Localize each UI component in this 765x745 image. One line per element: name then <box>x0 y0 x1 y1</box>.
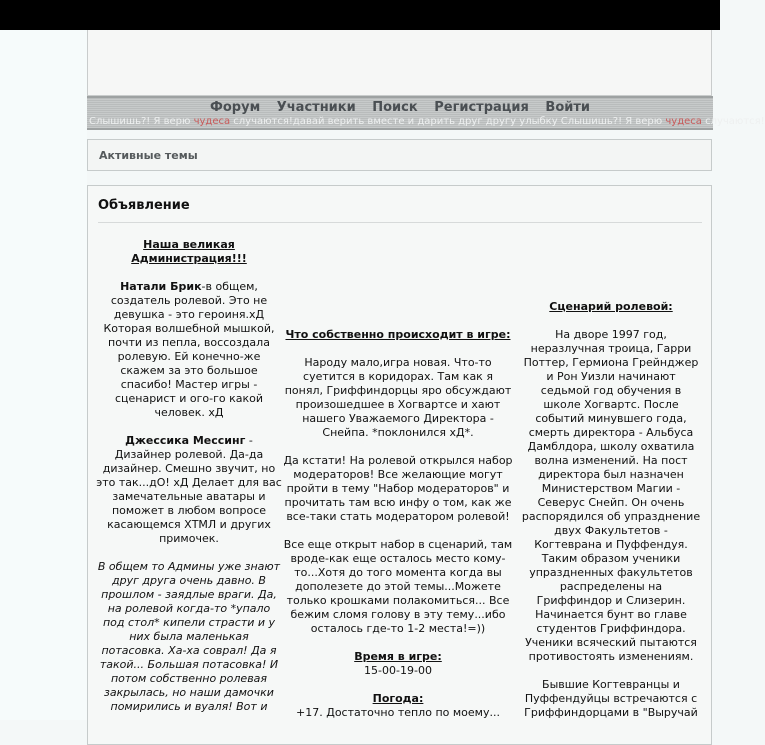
game-events-column <box>283 328 513 734</box>
announcement-title: Объявление <box>98 198 190 213</box>
weather-label: Погода: <box>372 692 424 705</box>
admin-desc-jessica: - Дизайнер ролевой. Да-да дизайнер. Смешно звучит, но это так...дО! хД Делает для вас замечательные аватары и поможет в любом вопросе касающемся ХТМЛ и других примочек. <box>96 434 282 545</box>
forum-header-banner <box>87 30 712 96</box>
game-events-text-1: Народу мало,игра новая. Что-то суетится в коридорах. Там как я понял, Гриффиндорцы яро обсуждают произошедшее в Хогвартсе и хают нашего Уважаемого Директора - Снейпа. *поклонился хД*. <box>284 356 512 439</box>
browser-top-bar <box>0 0 720 30</box>
marquee-segment: случаются!давай верить вместе и дарить друг другу улыбку <box>230 116 561 127</box>
game-events-heading: Что собственно происходит в игре: <box>285 328 511 341</box>
nav-register-link[interactable]: Регистрация <box>434 100 529 115</box>
scenario-heading: Сценарий ролевой: <box>549 300 673 313</box>
main-navigation <box>87 96 765 130</box>
nav-forum-link[interactable]: Форум <box>209 100 261 115</box>
nav-login-link[interactable]: Войти <box>545 100 591 115</box>
weather-value: +17. Достаточно тепло по моему... <box>296 706 500 719</box>
active-topics-link[interactable]: Активные темы <box>99 149 198 162</box>
admin-name-jessica: Джессика Мессинг <box>125 434 246 447</box>
admin-column <box>96 238 282 728</box>
admin-story: В общем то Админы уже знают друг друга очень давно. В прошлом - заядлые враги. Да, на ролевой когда-то *упало под стол* кипели страсти и у них была маленькая потасовка. Ха-ха соврал! Да я такой... Большая потасовка! И потом собственно ролевая закрылась, но наши дамочки помирились и вуаля! Вот и <box>97 560 281 713</box>
scenario-text-2: Бывшие Когтевранцы и Пуффендуйцы встречаются с Гриффиндорцами в "Выручай <box>524 678 698 719</box>
game-events-text-2: Да кстати! На ролевой открылся набор модераторов! Все желающие могут пройти в тему "Набор модераторов" и прочитать там всю инфу о том, как же все-таки стать модератором ролевой! <box>283 454 513 523</box>
game-time-label: Время в игре: <box>354 650 442 663</box>
marquee-segment: чудеса <box>665 116 702 127</box>
nav-links <box>87 100 713 115</box>
admin-desc-natali: -в общем, создатель ролевой. Это не девушка - это героиня.хД Которая волшебной мышкой, почти из пепла, воссоздала ролевую. Ей конечно-же скажем за это большое спасибо! Мастер игры - сценарист и ого-го какой человек. хД <box>103 280 275 419</box>
marquee-segment: чудеса <box>193 116 231 127</box>
game-time-value: 15-00-19-00 <box>364 664 432 677</box>
announcement-divider <box>98 222 702 223</box>
marquee-segment: Слышишь?! Я верю <box>89 116 194 127</box>
admin-heading: Наша великая Администрация!!! <box>131 238 247 265</box>
scenario-text-1: На дворе 1997 год, неразлучная троица, Гарри Поттер, Гермиона Грейнджер и Рон Уизли начинают седьмой год обучения в школе Хогвартс. После событий минувшего года, смерть директора - Альбуса Дамблдора, школу охватила волна изменений. На пост директора был назначен Министерством Магии - Северус Снейп. Он очень распорядился об упразднение двух Факультетов - Когтеврана и Пуффендуя. Таким образом ученики упраздненных факультетов распределены на Гриффиндор и Слизерин. Начинается бунт во главе студентов Гриффиндора. Ученики всяческий пытаются противостоять изменениям. <box>521 328 701 663</box>
scrolling-marquee <box>89 116 765 127</box>
game-events-text-3: Все еще открыт набор в сценарий, там вроде-как еще осталось место кому-то...Хотя до того момента когда вы дополезете до этой темы...Можете только крошками полакомиться... Все бежим сломя голову в эту тему...ибо осталось где-то 1-2 места!=)) <box>283 538 513 635</box>
marquee-segment: случаются! <box>701 116 765 127</box>
nav-members-link[interactable]: Участники <box>276 100 356 115</box>
scenario-column <box>521 300 701 734</box>
admin-name-natali: Натали Брик <box>120 280 202 293</box>
announcement-panel <box>87 185 712 745</box>
nav-search-link[interactable]: Поиск <box>372 100 418 115</box>
left-margin <box>0 30 87 720</box>
active-topics-bar <box>87 139 712 171</box>
marquee-segment: Слышишь?! Я верю <box>560 116 666 127</box>
